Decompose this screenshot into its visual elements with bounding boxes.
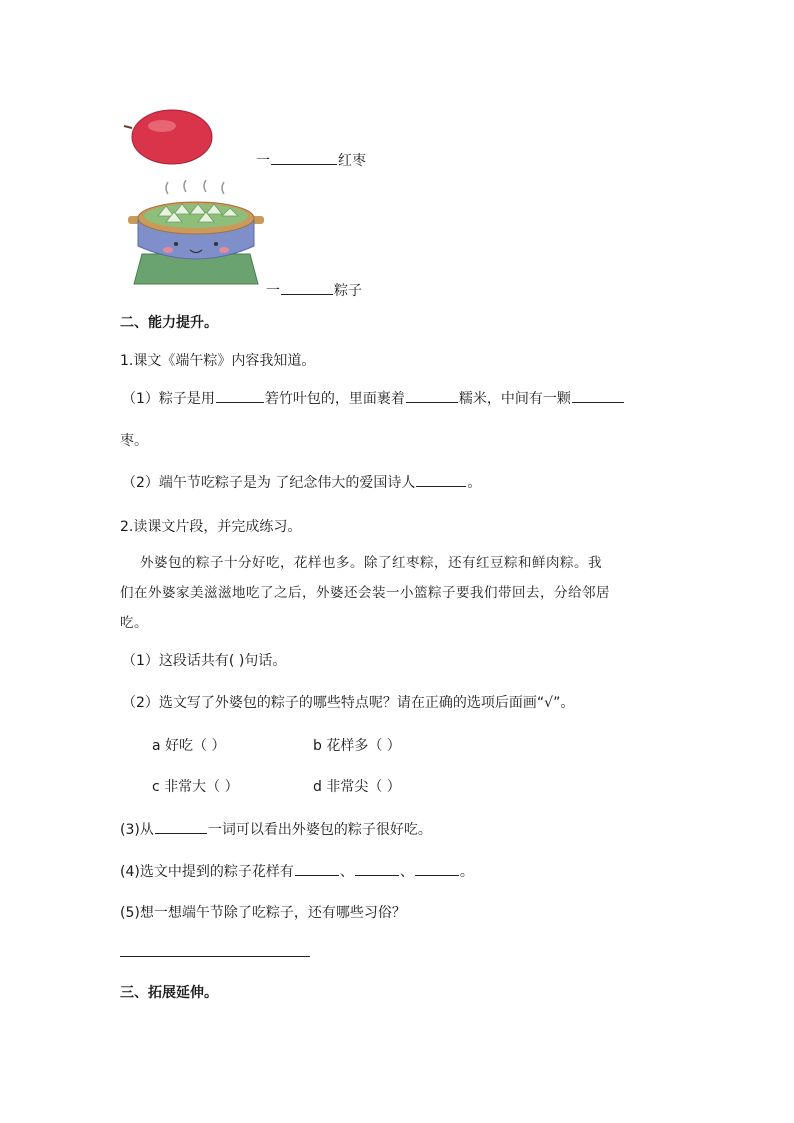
item1-sub1-blank-3[interactable] bbox=[572, 388, 624, 403]
option-c[interactable]: c 非常大（ ） bbox=[152, 779, 239, 795]
item2-q4-sep-1: 、 bbox=[339, 864, 354, 880]
option-b[interactable]: b 花样多（ ） bbox=[313, 738, 401, 754]
item2-title: 2.读课文片段，并完成练习。 bbox=[120, 519, 302, 535]
item2-q5-answer-line[interactable] bbox=[120, 956, 310, 957]
item1-sub2-text: 端午节吃粽子是为 了纪念伟大的爱国诗人 bbox=[158, 475, 416, 491]
red-date-prefix: 一 bbox=[256, 153, 270, 169]
zongzi-prefix: 一 bbox=[266, 283, 280, 299]
item1-sub2 bbox=[122, 472, 481, 492]
item2-q1: （1）这段话共有( )句话。 bbox=[122, 653, 287, 669]
item2-q4-end: 。 bbox=[459, 864, 474, 880]
passage-line-2: 们在外婆家美滋滋地吃了之后，外婆还会装一小篮粽子要我们带回去，分给邻居 bbox=[120, 585, 610, 601]
section3-heading: 三、拓展延伸。 bbox=[120, 985, 218, 1001]
item2-q3-text-a: (3)从 bbox=[120, 822, 154, 838]
item1-title: 1.课文《端午粽》内容我知道。 bbox=[120, 353, 316, 369]
item2-q4-sep-2: 、 bbox=[399, 864, 414, 880]
item2-q3-blank[interactable] bbox=[155, 819, 207, 834]
item2-q4-text: (4)选文中提到的粽子花样有 bbox=[120, 864, 294, 880]
option-d[interactable]: d 非常尖（ ） bbox=[313, 779, 401, 795]
option-a[interactable]: a 好吃（ ） bbox=[152, 738, 226, 754]
item2-q3-text-b: 一词可以看出外婆包的粽子很好吃。 bbox=[207, 822, 432, 838]
item2-q5: (5)想一想端午节除了吃粽子，还有哪些习俗？ bbox=[120, 905, 406, 921]
item1-sub1-text-a: 粽子是用 bbox=[158, 391, 215, 407]
item2-q2: （2）选文写了外婆包的粽子的哪些特点呢？请在正确的选项后面画“√”。 bbox=[122, 695, 575, 711]
item1-sub2-blank[interactable] bbox=[416, 472, 466, 487]
red-date-answer-line bbox=[256, 150, 366, 170]
item2-q4 bbox=[120, 861, 474, 881]
item2-q4-blank-2[interactable] bbox=[355, 861, 399, 876]
passage-line-1: 外婆包的粽子十分好吃，花样也多。除了红枣粽，还有红豆粽和鲜肉粽。我 bbox=[140, 555, 602, 571]
item1-sub1 bbox=[122, 388, 625, 408]
zongzi-blank[interactable] bbox=[281, 280, 333, 295]
passage-line-3: 吃。 bbox=[120, 615, 148, 631]
item2-q3 bbox=[120, 819, 432, 839]
zongzi-steamer-illustration bbox=[128, 180, 264, 288]
item1-sub2-end: 。 bbox=[467, 475, 482, 491]
item1-sub1-text-c: 糯米，中间有一颗 bbox=[458, 391, 571, 407]
item2-q4-blank-1[interactable] bbox=[295, 861, 339, 876]
red-date-word: 红枣 bbox=[338, 153, 366, 169]
red-date-illustration bbox=[118, 108, 218, 168]
item2-q4-blank-3[interactable] bbox=[415, 861, 459, 876]
zongzi-answer-line bbox=[266, 280, 362, 300]
zongzi-word: 粽子 bbox=[334, 283, 362, 299]
item1-sub1-blank-1[interactable] bbox=[216, 388, 264, 403]
section2-heading: 二、能力提升。 bbox=[120, 315, 218, 331]
item1-sub2-num: （2） bbox=[122, 475, 159, 491]
item1-sub1-text-b: 箬竹叶包的，里面裹着 bbox=[264, 391, 405, 407]
item1-sub1-blank-2[interactable] bbox=[406, 388, 458, 403]
item1-sub1-num: （1） bbox=[122, 391, 159, 407]
red-date-blank[interactable] bbox=[271, 150, 337, 165]
item1-sub1-end: 枣。 bbox=[120, 433, 148, 449]
